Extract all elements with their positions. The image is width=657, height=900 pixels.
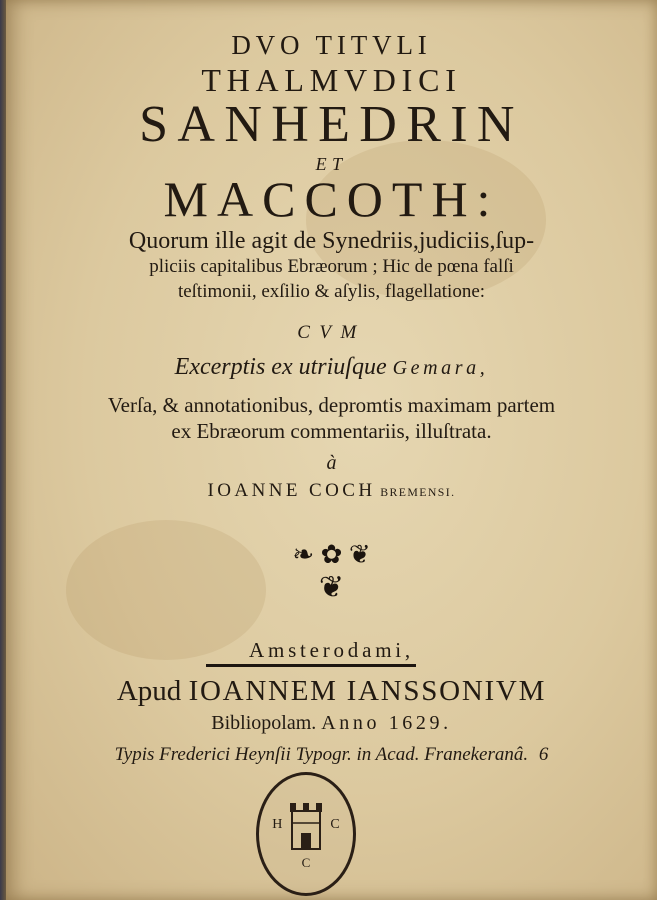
by-line: à [326, 452, 337, 474]
description-line-3: teſtimonii, exſilio & aſylis, flagellatione: [177, 281, 486, 302]
signature-mark: 6 [538, 744, 549, 765]
description-line-2: pliciis capitalibus Ebræorum ; Hic de pœna falſi [149, 256, 514, 277]
library-stamp [256, 772, 356, 896]
author-suffix: BREMENSI. [380, 486, 456, 499]
author-name: IOANNE COCH [207, 480, 376, 501]
title-line-1: DVO TITVLI [231, 30, 432, 60]
drop-ornament-icon: ❦ [318, 571, 345, 604]
description-line-1: Quorum ille agit de Synedriis,judiciis,ſup- [128, 228, 535, 254]
cum-line: CVM [297, 322, 366, 343]
author-line [6, 480, 657, 502]
title-line-2: THALMVDICI [201, 62, 462, 98]
bibliopolam-line [6, 712, 657, 735]
printers-ornament-icon: ❧ ✿ ❦ [292, 540, 371, 569]
gemara-text: Gemara, [392, 357, 489, 379]
title-page [6, 0, 657, 900]
versa-line-1: Verſa, & annotationibus, depromtis maximam partem [107, 393, 556, 417]
excerpt-text: Excerptis ex utriuſque [174, 354, 387, 380]
anno-text: Anno 1629. [321, 712, 452, 734]
stamp-letter-left: H [272, 817, 283, 832]
excerpt-line [6, 354, 657, 381]
title-line-5: MACCOTH: [163, 171, 500, 227]
stamp-letter-right: C [330, 817, 340, 832]
printer-line [6, 675, 657, 708]
title-line-3: SANHEDRIN [139, 96, 524, 153]
bibliopolam-text: Bibliopolam. [211, 712, 317, 734]
printer-name: IOANNEM IANSSONIVM [188, 675, 547, 707]
printer-prefix: Apud [116, 675, 182, 707]
title-line-4: ET [315, 154, 348, 174]
stamp-letter-bottom: C [301, 855, 311, 870]
typis-line [6, 744, 657, 766]
typis-text: Typis Frederici Heynſii Typogr. in Acad. Franekeranâ. [114, 744, 529, 765]
castle-tower-icon [286, 797, 326, 853]
versa-line-2: ex Ebræorum commentariis, illuſtrata. [171, 419, 492, 443]
divider-rule [206, 664, 416, 667]
place-line: Amsterodami, [249, 638, 414, 662]
